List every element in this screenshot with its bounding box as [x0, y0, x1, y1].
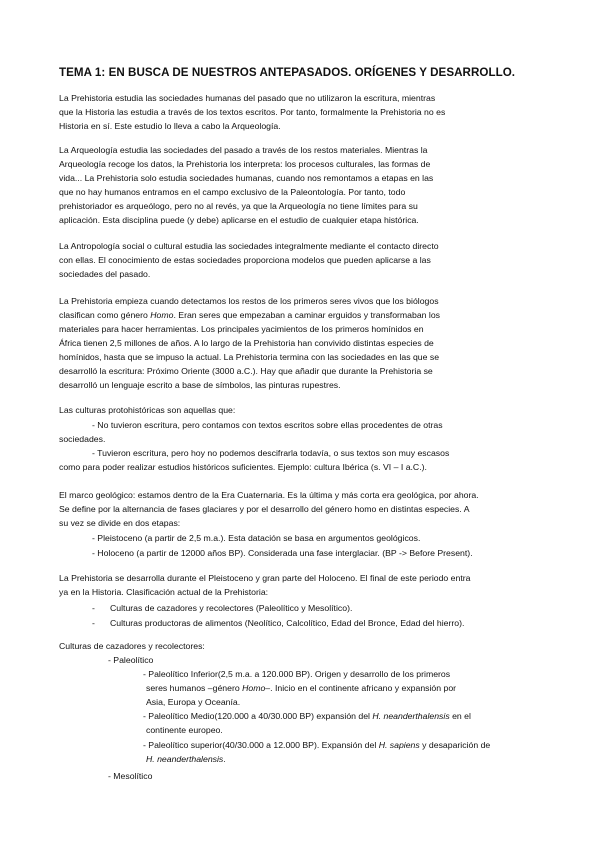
paragraph-line: aplicación. Esta disciplina puede (y debe) aplicarse en el estudio de cualquier etapa histórica. — [59, 215, 419, 225]
paragraph-line: La Prehistoria empieza cuando detectamos los restos de los primeros seres vivos que los biólogos — [59, 296, 439, 306]
paragraph-line: materiales para hacer herramientas. Los principales yacimientos de los primeros homínidos en — [59, 324, 424, 334]
paragraph-line: que no hay humanos entramos en el campo exclusivo de la Paleontología. Por tanto, todo — [59, 187, 406, 197]
paragraph-line: El marco geológico: estamos dentro de la Era Cuaternaria. Es la última y más corta era geológica, por ahora. — [59, 490, 479, 500]
paragraph-line: La Prehistoria se desarrolla durante el Pleistoceno y gran parte del Holoceno. El final de este periodo entra — [59, 573, 471, 583]
paragraph-line: Las culturas protohistóricas son aquellas que: — [59, 405, 236, 415]
paragraph-line: desarrolló un lenguaje escrito a base de símbolos, las pinturas rupestres. — [59, 380, 341, 390]
list-item: - Paleolítico Inferior(2,5 m.a. a 120.000 BP). Origen y desarrollo de los primeros — [143, 669, 451, 679]
list-item: - Paleolítico Medio(120.000 a 40/30.000 BP) expansión del H. neanderthalensis en el — [143, 711, 471, 721]
paragraph-line: África tienen 2,5 millones de años. A lo largo de la Prehistoria han convivido distintas especies de — [59, 338, 434, 348]
list-item: sociedades. — [59, 434, 106, 444]
page-title: TEMA 1: EN BUSCA DE NUESTROS ANTEPASADOS. ORÍGENES Y DESARROLLO. — [59, 66, 516, 79]
paragraph-line: clasifican como género Homo. Eran seres que empezaban a caminar erguidos y transformaban los — [59, 310, 441, 320]
paragraph-line: Arqueología recoge los datos, la Prehistoria los interpreta: los procesos culturales, las formas de — [59, 159, 431, 169]
list-item: como para poder realizar estudios históricos suficientes. Ejemplo: cultura Ibérica (s. VI – I a.C.). — [59, 462, 427, 472]
paragraph-line: Historia en sí. Este estudio lo lleva a cabo la Arqueología. — [59, 121, 281, 131]
paragraph-line: con ellas. El conocimiento de estas sociedades proporciona modelos que pueden aplicarse a las — [59, 255, 431, 265]
list-item: - Holoceno (a partir de 12000 años BP). Considerada una fase interglaciar. (BP -> Before Present). — [92, 548, 473, 558]
list-item: continente europeo. — [146, 725, 223, 735]
list-item: - Pleistoceno (a partir de 2,5 m.a.). Esta datación se basa en argumentos geológicos. — [92, 533, 421, 543]
list-item: - Tuvieron escritura, pero hoy no podemos descifrarla todavía, o sus textos son muy escasos — [92, 448, 450, 458]
list-bullet: - — [92, 618, 95, 628]
list-bullet: - — [92, 603, 95, 613]
list-item: - No tuvieron escritura, pero contamos con textos escritos sobre ellas procedentes de otras — [92, 420, 443, 430]
list-item: Culturas productoras de alimentos (Neolítico, Calcolítico, Edad del Bronce, Edad del hierro). — [110, 618, 465, 628]
paragraph-line: La Arqueología estudia las sociedades del pasado a través de los restos materiales. Mientras la — [59, 145, 428, 155]
paragraph-line: Se define por la alternancia de fases glaciares y por el desarrollo del género homo en distintas especies. A — [59, 504, 470, 514]
paragraph-line: su vez se divide en dos etapas: — [59, 518, 181, 528]
list-item: - Paleolítico — [108, 655, 154, 665]
paragraph-line: La Antropología social o cultural estudia las sociedades integralmente mediante el contacto directo — [59, 241, 439, 251]
paragraph-line: que la Historia las estudia a través de los textos escritos. Por tanto, formalmente la Prehistoria no es — [59, 107, 446, 117]
paragraph-line: vida... La Prehistoria solo estudia sociedades humanas, cuando nos remontamos a etapas en las — [59, 173, 434, 183]
section-heading: Culturas de cazadores y recolectores: — [59, 641, 205, 651]
paragraph-line: La Prehistoria estudia las sociedades humanas del pasado que no utilizaron la escritura, mientras — [59, 93, 436, 103]
list-item: Asia, Europa y Oceanía. — [146, 697, 241, 707]
paragraph-line: sociedades del pasado. — [59, 269, 151, 279]
list-item: H. neanderthalensis. — [146, 754, 226, 764]
paragraph-line: desarrolló la escritura: Próximo Oriente (3000 a.C.). Hay que añadir que durante la Prehistoria se — [59, 366, 433, 376]
list-item: Culturas de cazadores y recolectores (Paleolítico y Mesolítico). — [110, 603, 353, 613]
paragraph-line: homínidos, hasta que se impuso la actual. La Prehistoria termina con las sociedades en las que se — [59, 352, 440, 362]
paragraph-line: ya en la Historia. Clasificación actual de la Prehistoria: — [59, 587, 269, 597]
paragraph-line: prehistoriador es arqueólogo, pero no al revés, ya que la Arqueología no tiene límites para su — [59, 201, 418, 211]
list-item: - Mesolítico — [108, 771, 153, 781]
list-item: seres humanos –género Homo–. Inicio en el continente africano y expansión por — [146, 683, 457, 693]
list-item: - Paleolítico superior(40/30.000 a 12.000 BP). Expansión del H. sapiens y desaparición de — [143, 740, 491, 750]
